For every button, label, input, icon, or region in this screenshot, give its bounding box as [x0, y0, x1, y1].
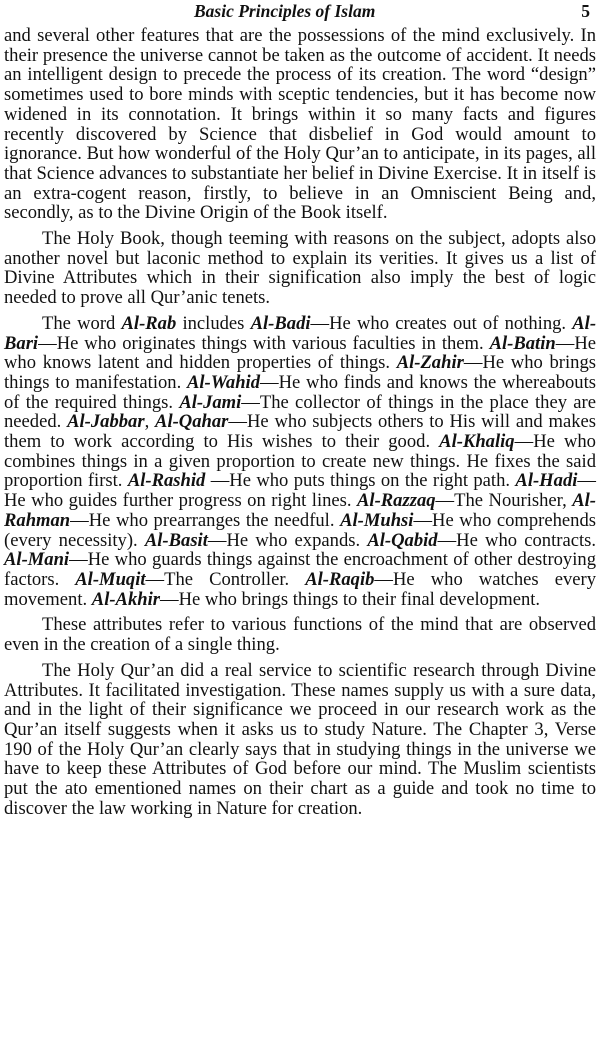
attribute-name: Al-Muhsi — [340, 509, 414, 531]
text-segment: , — [144, 411, 156, 433]
attribute-name: Al-Jami — [179, 391, 242, 413]
text-segment: —He who watches every movement. — [4, 568, 596, 610]
attribute-name: Al-Hadi — [515, 470, 578, 492]
text-segment: The word — [42, 312, 122, 334]
text-segment: These attributes refer to various functions of the mind that are observed even in the creation of a single thing. — [4, 614, 596, 656]
text-segment: —He who knows latent and hidden properties of things. — [4, 332, 596, 374]
page-header — [4, 0, 596, 22]
text-segment: —He who puts things on the right path. — [205, 470, 516, 492]
attribute-name: Al-Basit — [144, 529, 208, 551]
text-segment: The Holy Qur’an did a real service to scientific research through Divine Attributes. It facilitated investigation. These names supply us with a sure data, and in the light of their significance we proceed in our research work as the Qur’an itself suggests when it asks us to study Nature. The Chapter 3, Verse 190 of the Holy Qur’an clearly says that in studying things in the universe we have to keep these Attributes of God before our mind. The Muslim scientists put the ato ementioned names on their chart as a guide and took no time to discover the law working in Nature for creation. — [4, 659, 596, 819]
text-segment: —The Nourisher, — [435, 490, 573, 512]
attribute-name: Al-Qahar — [155, 411, 229, 433]
attribute-name: Al-Batin — [489, 332, 556, 354]
page-number: 5 — [581, 1, 590, 21]
attribute-name: Al-Rashid — [127, 470, 206, 492]
text-segment: —He who combines things in a given proportion to create new things. He fixes the said proportion first. — [4, 431, 596, 492]
attribute-name: Al-Bari — [4, 312, 597, 354]
body-text — [4, 26, 596, 818]
attribute-name: Al-Wahid — [186, 371, 260, 393]
paragraph — [4, 26, 596, 223]
attribute-name: Al-Badi — [250, 312, 311, 334]
text-segment: —He who finds and knows the whereabouts of the required things. — [4, 371, 596, 413]
paragraph — [4, 229, 596, 308]
paragraph — [4, 661, 596, 819]
text-segment: —He who prearranges the needful. — [70, 509, 341, 531]
text-segment: —He who originates things with various faculties in them. — [38, 332, 490, 354]
paragraph — [4, 314, 596, 610]
text-segment: —He who creates out of nothing. — [310, 312, 573, 334]
attribute-name: Al-Raqib — [305, 568, 375, 590]
text-segment: —He who comprehends (every necessity). — [4, 509, 596, 551]
attribute-name: Al-Akhir — [91, 588, 160, 610]
attribute-name: Al-Rahman — [4, 490, 596, 531]
attribute-name: Al-Khaliq — [439, 431, 515, 453]
attribute-name: Al-Mani — [4, 549, 70, 571]
attribute-name: Al-Razzaq — [357, 490, 436, 512]
text-segment: —The collector of things in the place they are needed. — [4, 391, 596, 433]
text-segment: —He who subjects others to His will and makes them to work according to His wishes to their good. — [4, 411, 596, 453]
text-segment: —He who guards things against the encroachment of other destroying factors. — [4, 549, 596, 590]
paragraph — [4, 615, 596, 654]
text-segment: —The Controller. — [145, 568, 306, 590]
text-segment: —He who brings things to manifestation. — [4, 352, 596, 393]
text-segment: —He who brings things to their final development. — [160, 588, 541, 610]
text-segment: The Holy Book, though teeming with reasons on the subject, adopts also another novel but laconic method to explain its verities. It gives us a list of Divine Attributes which in their signification also imply the best of logic needed to prove all Qur’anic tenets. — [4, 228, 596, 309]
running-title: Basic Principles of Islam — [194, 1, 376, 21]
attribute-name: Al-Zahir — [396, 352, 464, 374]
text-segment: —He who guides further progress on right lines. — [4, 470, 596, 512]
text-segment: —He who expands. — [207, 529, 368, 551]
text-segment: and several other features that are the possessions of the mind exclusively. In their presence the universe cannot be taken as the outcome of accident. It needs an intelligent design to precede the process of its creation. The word “design” sometimes used to bore minds with sceptic tendencies, but it has become now widened in its connotation. It brings within it so many facts and figures recently discovered by Science that disbelief in God would amount to ignorance. But how wonderful of the Holy Qur’an to anticipate, in its pages, all that Science advances to substantiate her belief in Divine Exercise. It in itself is an extra-cogent reason, firstly, to believe in an Omniscient Being and, secondly, as to the Divine Origin of the Book itself. — [4, 25, 596, 224]
attribute-name: Al-Rab — [121, 312, 177, 334]
attribute-name: Al-Muqit — [75, 568, 146, 590]
attribute-name: Al-Jabbar — [67, 411, 145, 433]
attribute-name: Al-Qabid — [367, 529, 438, 551]
text-segment: includes — [176, 312, 251, 334]
text-segment: —He who contracts. — [437, 529, 597, 551]
